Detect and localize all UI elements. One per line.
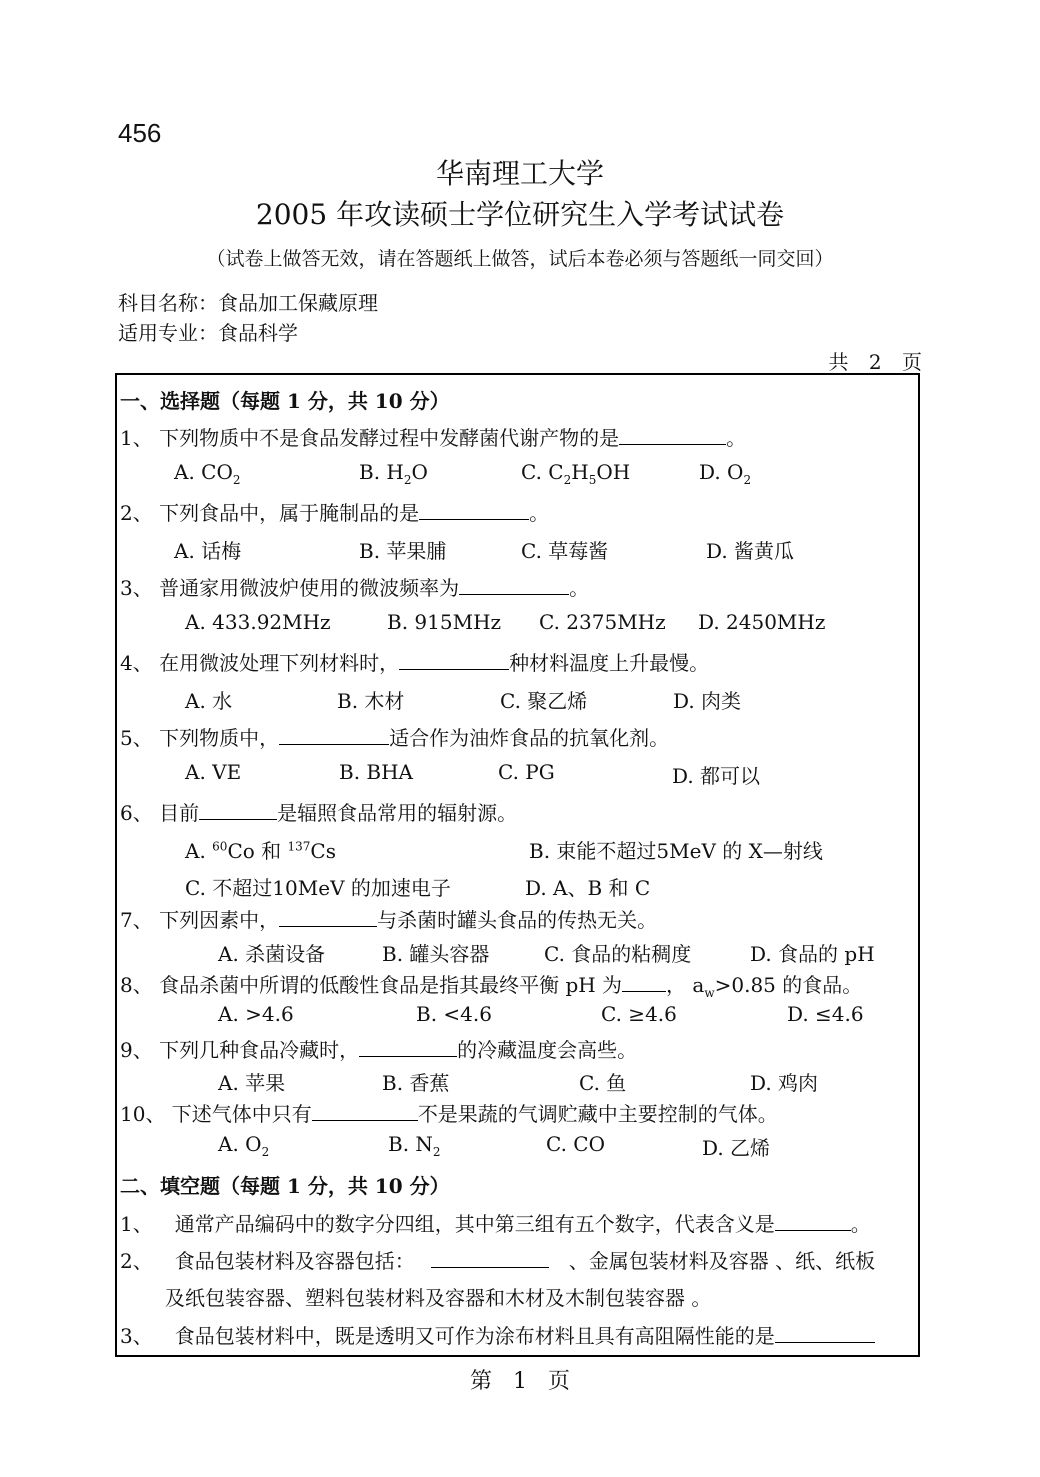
option-a: A. 433.92MHz (185, 610, 331, 634)
option-c: C. ≥4.6 (601, 1002, 677, 1026)
option-c: C. 聚乙烯 (500, 689, 588, 713)
option-b: B. 罐头容器 (382, 942, 490, 966)
question-text-end: 是辐照食品常用的辐射源。 (277, 801, 518, 825)
answer-blank (775, 1324, 875, 1343)
question-1-1 (120, 422, 746, 451)
option-b: B. 束能不超过5MeV 的 X—射线 (529, 839, 823, 863)
question-1-6 (120, 797, 517, 826)
question-text: 7、 下列因素中， (120, 908, 280, 932)
question-text: 3、 普通家用微波炉使用的微波频率为 (120, 576, 460, 600)
fill-question-2-2-continued: 及纸包装容器、塑料包装材料及容器和木材及木制包装容器 。 (165, 1286, 712, 1310)
answer-blank (459, 576, 569, 595)
option-b: B. BHA (339, 760, 413, 784)
question-1-7 (120, 904, 657, 933)
answer-blank (279, 726, 389, 745)
question-text-end: 的冷藏温度会高些。 (457, 1038, 638, 1062)
option-b: B. $N_2$ (388, 1132, 441, 1159)
option-d: D. ≤4.6 (787, 1002, 864, 1026)
option-a: A. 杀菌设备 (218, 942, 326, 966)
question-1-4 (120, 647, 709, 676)
answer-blank (619, 426, 726, 445)
answer-blank (312, 1102, 418, 1121)
question-1-2 (120, 497, 549, 526)
option-d: D. 都可以 (672, 764, 761, 788)
option-c: C. 不超过10MeV 的加速电子 (185, 876, 451, 900)
option-a: A. 话梅 (174, 539, 242, 563)
question-1-10 (120, 1098, 778, 1127)
option-b: B. 香蕉 (382, 1071, 450, 1095)
answer-blank (622, 973, 666, 992)
question-text-end: 。 (726, 426, 747, 450)
question-text: 5、 下列物质中， (120, 726, 280, 750)
fill-question-2-1: 1、 通常产品编码中的数字分四组，其中第三组有五个数字，代表含义是 。 (120, 1212, 871, 1236)
question-text: 4、 在用微波处理下列材料时， (120, 651, 400, 675)
fill-question-2-2: 2、 食品包装材料及容器包括： 、金属包装材料及容器 、纸、纸板 (120, 1249, 876, 1273)
question-text: 1、 下列物质中不是食品发酵过程中发酵菌代谢产物的是 (120, 426, 620, 450)
option-d: D. 乙烯 (702, 1136, 771, 1160)
answer-blank (775, 1212, 851, 1231)
option-c: C. PG (498, 760, 555, 784)
option-a: A. VE (185, 760, 242, 784)
option-a: A. $CO_2$ (174, 460, 241, 487)
page-number: 第 1 页 (470, 1369, 570, 1394)
question-text: 2、 下列食品中，属于腌制品的是 (120, 501, 420, 525)
option-b: B. 木材 (337, 689, 405, 713)
option-d: D. $O_2$ (699, 460, 752, 487)
option-d: D. A、B 和 C (525, 876, 651, 900)
question-text-end: 适合作为油炸食品的抗氧化剂。 (389, 726, 670, 750)
question-text: 9、 下列几种食品冷藏时， (120, 1038, 360, 1062)
subject-name: 科目名称：食品加工保藏原理 (118, 291, 378, 315)
total-pages: 共 2 页 (828, 350, 922, 374)
option-a: A. >4.6 (218, 1002, 294, 1026)
question-text: 10、 下述气体中只有 (120, 1102, 312, 1126)
question-text-end: 种材料温度上升最慢。 (509, 651, 710, 675)
option-d: D. 食品的 pH (750, 942, 875, 966)
answer-blank (399, 651, 509, 670)
question-frame (115, 373, 920, 1357)
answer-blank (199, 801, 277, 820)
question-1-8: 8、 食品杀菌中所谓的低酸性食品是指其最终平衡 pH 为 ， $a_w>0.85$ 的食品。 (120, 973, 863, 1000)
applicable-major: 适用专业：食品科学 (118, 321, 298, 345)
exam-title: 2005 年攻读硕士学位研究生入学考试试卷 (255, 198, 785, 231)
option-c: C. $C_2H_5OH$ (521, 460, 631, 487)
option-d: D. 酱黄瓜 (706, 539, 795, 563)
option-c: C. 鱼 (579, 1071, 627, 1095)
question-text: 8、 食品杀菌中所谓的低酸性食品是指其最终平衡 pH 为 (120, 973, 623, 997)
option-d: D. 肉类 (673, 689, 742, 713)
option-c: C. 草莓酱 (521, 539, 609, 563)
option-b: B. <4.6 (416, 1002, 492, 1026)
university-name: 华南理工大学 (435, 157, 604, 190)
question-1-3 (120, 572, 589, 601)
option-a: A. 水 (185, 689, 233, 713)
question-text-end: 。 (529, 501, 550, 525)
answer-blank (279, 908, 377, 927)
exam-code: 456 (118, 118, 162, 148)
section1-heading: 一、选择题（每题 1 分，共 10 分） (120, 389, 450, 413)
question-1-5 (120, 722, 669, 751)
question-text-end: 。 (569, 576, 590, 600)
option-c: C. 2375MHz (539, 610, 666, 634)
option-d: D. 鸡肉 (750, 1071, 819, 1095)
option-a: A. 苹果 (218, 1071, 286, 1095)
option-c: C. CO (546, 1132, 606, 1156)
section2-heading: 二、填空题（每题 1 分，共 10 分） (120, 1174, 450, 1198)
question-text-end: 与杀菌时罐头食品的传热无关。 (377, 908, 658, 932)
question-text-end: 不是果蔬的气调贮藏中主要控制的气体。 (417, 1102, 778, 1126)
question-text-end: >0.85 的食品。 (714, 973, 863, 997)
option-a: A. $O_2$ (218, 1132, 270, 1159)
answer-blank (359, 1038, 457, 1057)
option-b: B. 苹果脯 (359, 539, 447, 563)
answer-blank (431, 1249, 549, 1268)
option-d: D. 2450MHz (698, 610, 826, 634)
answer-blank (419, 501, 529, 520)
option-a: A. $^{60}$Co 和 $^{137}$Cs (185, 839, 336, 863)
option-b: B. $H_2O$ (359, 460, 428, 487)
option-c: C. 食品的粘稠度 (544, 942, 692, 966)
option-b: B. 915MHz (387, 610, 502, 634)
exam-note: （试卷上做答无效，请在答题纸上做答，试后本卷必须与答题纸一同交回） (206, 248, 834, 270)
question-text: 6、 目前 (120, 801, 200, 825)
question-1-9 (120, 1034, 637, 1063)
fill-question-2-3: 3、 食品包装材料中，既是透明又可作为涂布材料且具有高阻隔性能的是 (120, 1320, 875, 1349)
